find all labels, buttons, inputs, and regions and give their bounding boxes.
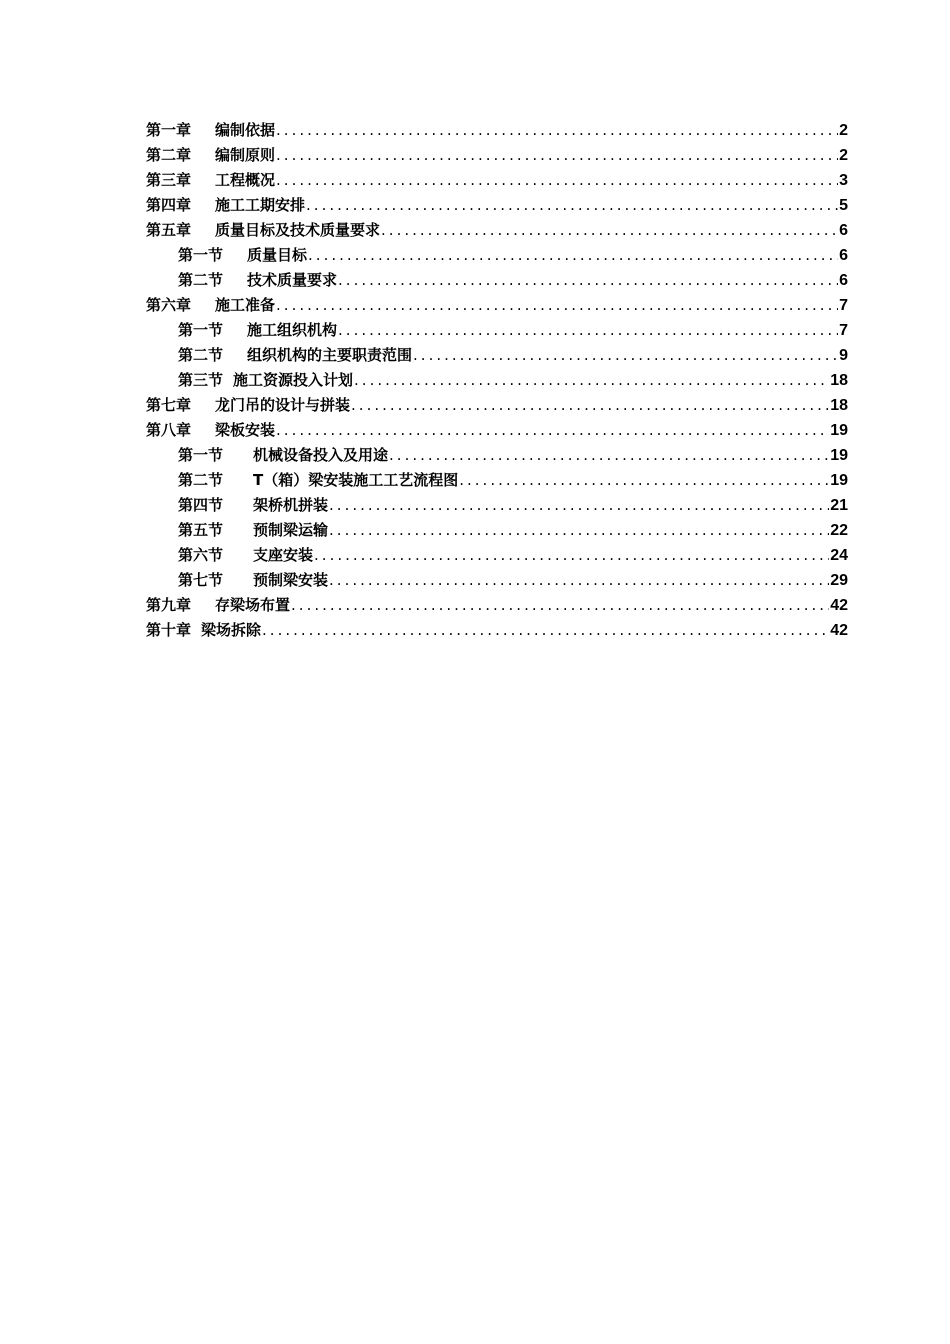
page-number: 19 — [830, 447, 848, 464]
toc-entry[interactable] — [146, 318, 848, 343]
page-number: 6 — [839, 222, 848, 239]
dot-leader — [389, 443, 829, 468]
toc-entry[interactable] — [146, 568, 848, 593]
page-number: 9 — [839, 347, 848, 364]
dot-leader — [329, 568, 829, 593]
toc-entry[interactable] — [146, 343, 848, 368]
toc-entry[interactable] — [146, 443, 848, 468]
page-number: 42 — [830, 622, 848, 639]
entry-title: 施工工期安排 — [215, 196, 306, 214]
dot-leader — [338, 318, 838, 343]
entry-title: T（箱）梁安装施工工艺流程图 — [253, 471, 459, 489]
entry-title: 预制梁安装 — [253, 571, 329, 589]
dot-leader — [314, 543, 829, 568]
dot-leader — [381, 218, 838, 243]
section-number: 第三节 — [178, 371, 224, 389]
entry-title: 施工准备 — [215, 296, 276, 314]
chapter-number: 第二章 — [146, 146, 192, 164]
toc-entry[interactable] — [146, 368, 848, 393]
toc-entry[interactable] — [146, 393, 848, 418]
entry-title: 工程概况 — [215, 171, 276, 189]
dot-leader — [276, 118, 838, 143]
page-number: 2 — [839, 122, 848, 139]
dot-leader — [351, 393, 829, 418]
chapter-number: 第五章 — [146, 221, 192, 239]
toc-entry[interactable] — [146, 268, 848, 293]
entry-title: 龙门吊的设计与拼装 — [215, 396, 351, 414]
page-number: 42 — [830, 597, 848, 614]
chapter-number: 第十章 — [146, 621, 192, 639]
toc-entry[interactable] — [146, 293, 848, 318]
dot-leader — [291, 593, 829, 618]
page-number: 19 — [830, 422, 848, 439]
entry-title: 质量目标及技术质量要求 — [215, 221, 381, 239]
section-number: 第二节 — [178, 346, 224, 364]
section-number: 第五节 — [178, 521, 224, 539]
dot-leader — [338, 268, 838, 293]
page-number: 18 — [830, 397, 848, 414]
entry-title: 存梁场布置 — [215, 596, 291, 614]
dot-leader — [413, 343, 838, 368]
page-number: 7 — [839, 322, 848, 339]
page-number: 7 — [839, 297, 848, 314]
page-number: 2 — [839, 147, 848, 164]
page-number: 5 — [839, 197, 848, 214]
entry-title: 编制原则 — [215, 146, 276, 164]
entry-title: 梁场拆除 — [201, 621, 262, 639]
toc-entry[interactable] — [146, 243, 848, 268]
dot-leader — [459, 468, 829, 493]
section-number: 第七节 — [178, 571, 224, 589]
section-number: 第一节 — [178, 321, 224, 339]
dot-leader — [276, 143, 838, 168]
page-number: 6 — [839, 272, 848, 289]
page-number: 18 — [830, 372, 848, 389]
page-number: 21 — [830, 497, 848, 514]
entry-title: 施工资源投入计划 — [233, 371, 354, 389]
toc-entry[interactable] — [146, 493, 848, 518]
page-number: 22 — [830, 522, 848, 539]
entry-title: 预制梁运输 — [253, 521, 329, 539]
page-number: 3 — [839, 172, 848, 189]
entry-title: 机械设备投入及用途 — [253, 446, 389, 464]
chapter-number: 第一章 — [146, 121, 192, 139]
dot-leader — [276, 418, 829, 443]
page-number: 19 — [830, 472, 848, 489]
dot-leader — [329, 493, 829, 518]
toc-entry[interactable] — [146, 168, 848, 193]
section-number: 第二节 — [178, 471, 224, 489]
entry-title: 技术质量要求 — [247, 271, 338, 289]
section-number: 第一节 — [178, 446, 224, 464]
chapter-number: 第六章 — [146, 296, 192, 314]
section-number: 第二节 — [178, 271, 224, 289]
entry-title: 编制依据 — [215, 121, 276, 139]
entry-title: 架桥机拼装 — [253, 496, 329, 514]
chapter-number: 第四章 — [146, 196, 192, 214]
dot-leader — [308, 243, 838, 268]
dot-leader — [329, 518, 829, 543]
toc-entry[interactable] — [146, 468, 848, 493]
dot-leader — [354, 368, 829, 393]
chapter-number: 第七章 — [146, 396, 192, 414]
entry-title: 施工组织机构 — [247, 321, 338, 339]
chapter-number: 第八章 — [146, 421, 192, 439]
entry-title: 质量目标 — [247, 246, 308, 264]
section-number: 第四节 — [178, 496, 224, 514]
entry-title: 梁板安装 — [215, 421, 276, 439]
chapter-number: 第九章 — [146, 596, 192, 614]
toc-entry[interactable] — [146, 143, 848, 168]
toc-entry[interactable] — [146, 118, 848, 143]
page-number: 24 — [830, 547, 848, 564]
table-of-contents — [146, 118, 848, 643]
toc-entry[interactable] — [146, 418, 848, 443]
section-number: 第六节 — [178, 546, 224, 564]
chapter-number: 第三章 — [146, 171, 192, 189]
toc-entry[interactable] — [146, 193, 848, 218]
toc-entry[interactable] — [146, 543, 848, 568]
section-number: 第一节 — [178, 246, 224, 264]
page-number: 29 — [830, 572, 848, 589]
dot-leader — [276, 293, 838, 318]
dot-leader — [306, 193, 838, 218]
toc-entry[interactable] — [146, 618, 848, 643]
entry-title: 支座安装 — [253, 546, 314, 564]
entry-title: 组织机构的主要职责范围 — [247, 346, 413, 364]
dot-leader — [262, 618, 829, 643]
toc-entry[interactable] — [146, 518, 848, 543]
page-number: 6 — [839, 247, 848, 264]
toc-entry[interactable] — [146, 593, 848, 618]
toc-entry[interactable] — [146, 218, 848, 243]
dot-leader — [276, 168, 838, 193]
